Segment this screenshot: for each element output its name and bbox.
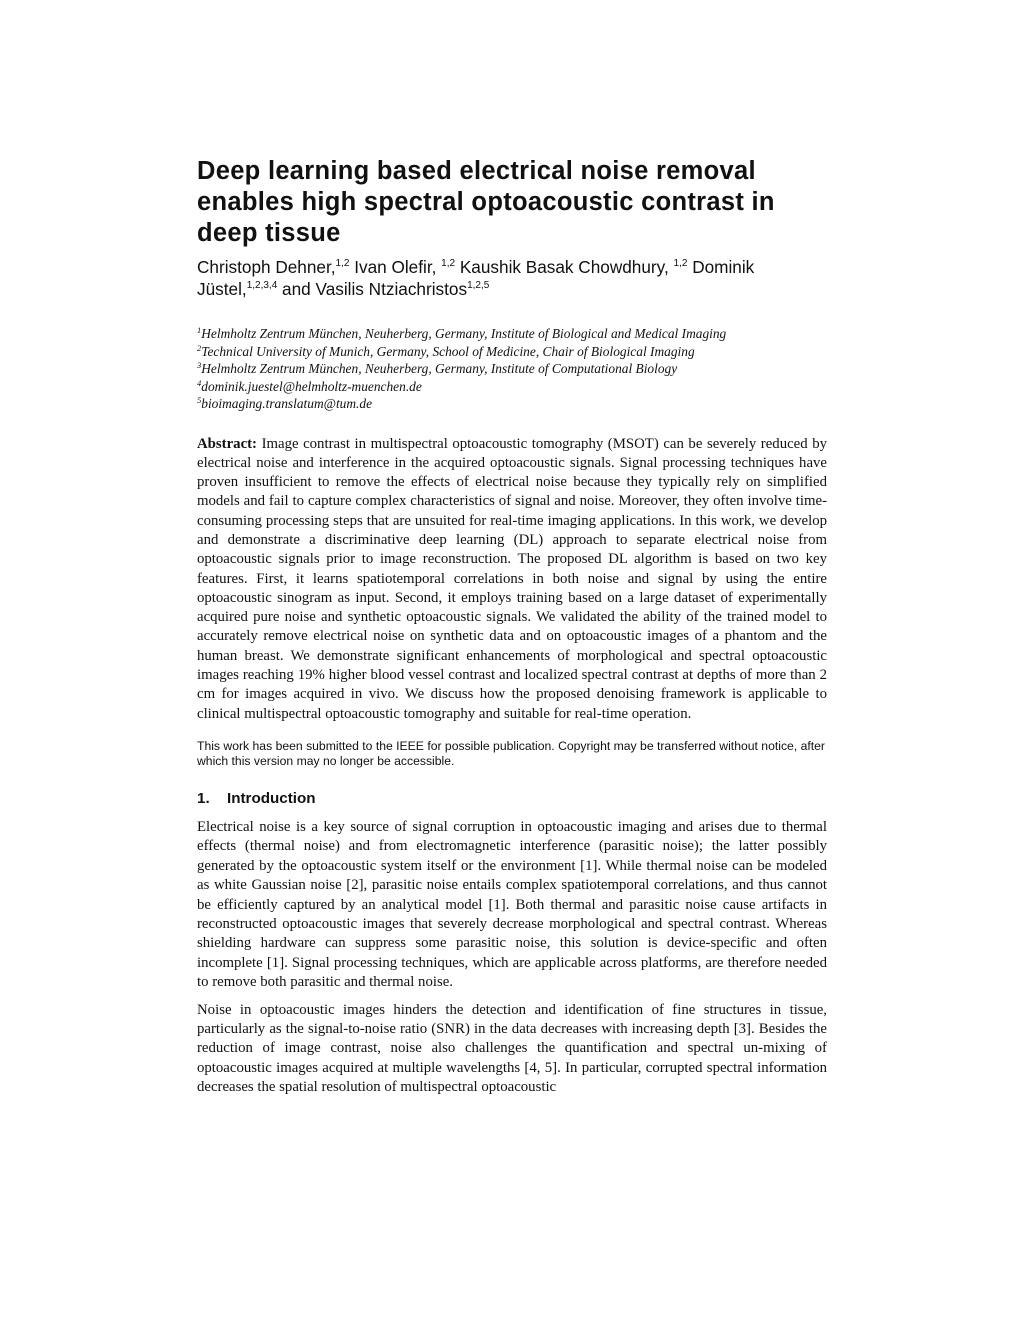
author-affiliation-marker: 1,2,5: [467, 280, 490, 291]
affiliation-item: [197, 325, 827, 343]
author-name: Ivan Olefir,: [349, 257, 442, 277]
copyright-notice: This work has been submitted to the IEEE for possible publication. Copyright may be transferred without notice, after which this version may no longer be accessible.: [197, 738, 825, 769]
affiliation-marker: 4: [197, 377, 202, 388]
author-affiliation-marker: 1,2: [673, 258, 688, 269]
affiliation-email: dominik.juestel@helmholtz-muenchen.de: [201, 378, 422, 394]
abstract-label: Abstract:: [197, 435, 257, 452]
title-line: enables high spectral optoacoustic contrast in: [197, 188, 775, 216]
author-name: Christoph Dehner,: [197, 257, 336, 277]
abstract: [197, 435, 827, 724]
affiliation-email: bioimaging.translatum@tum.de: [201, 396, 373, 411]
title-line: Deep learning based electrical noise removal: [197, 157, 756, 185]
affiliation-item: [197, 360, 827, 378]
author-affiliation-marker: 1,2: [441, 258, 456, 269]
affiliation-item: [197, 395, 827, 413]
affiliation-text: Helmholtz Zentrum München, Neuherberg, Germany, Institute of Biological and Medical Imaging: [201, 326, 727, 341]
author-name: and Vasilis Ntziachristos: [277, 279, 468, 299]
affiliation-marker: 3: [197, 360, 202, 370]
author-name: Dominik Jüstel,: [197, 257, 755, 299]
affiliation-list: [197, 325, 827, 413]
paper-title: [197, 156, 827, 249]
author-name: Kaushik Basak Chowdhury,: [455, 257, 674, 277]
section-number: 1.: [197, 789, 210, 807]
author-affiliation-marker: 1,2,3,4: [246, 280, 278, 291]
affiliation-text: Helmholtz Zentrum München, Neuherberg, Germany, Institute of Computational Biology: [201, 361, 678, 376]
body-paragraph: Noise in optoacoustic images hinders the detection and identification of fine structures in tissue, particularly as the signal-to-noise ratio (SNR) in the data decreases with increasing depth [3]. Besides the reduction of image contrast, noise also challenges the quantification and spectral un-mixing of optoacoustic images acquired at multiple wavelengths [4, 5]. In particular, corrupted spectral information decreases the spatial resolution of multispectral optoacoustic: [197, 1001, 827, 1096]
section-title: Introduction: [227, 789, 316, 807]
affiliation-marker: 5: [197, 395, 202, 405]
paper-page: [197, 156, 827, 1098]
abstract-text: Image contrast in multispectral optoacoustic tomography (MSOT) can be severely reduced by electrical noise and interference in the acquired optoacoustic signals. Signal processing techniques have proven insufficient to remove the effects of electrical noise because they typically rely on simplified models and fail to capture complex characteristics of signal and noise. Moreover, they often involve time-consuming processing steps that are unsuited for real-time imaging applications. In this work, we develop and demonstrate a discriminative deep learning (DL) approach to separate electrical noise from optoacoustic signals prior to image reconstruction. The proposed DL algorithm is based on two key features. First, it learns spatiotemporal correlations in both noise and signal by using the entire optoacoustic sinogram as input. Second, it employs training based on a large dataset of experimentally acquired pure noise and synthetic optoacoustic signals. We validated the ability of the trained model to accurately remove electrical noise on synthetic data and on optoacoustic images of a phantom and the human breast. We demonstrate significant enhancements of morphological and spectral optoacoustic images reaching 19% higher blood vessel contrast and localized spectral contrast at depths of more than 2 cm for images acquired in vivo. We discuss how the proposed denoising framework is applicable to clinical multispectral optoacoustic tomography and suitable for real-time operation.: [197, 435, 827, 722]
affiliation-item: [197, 343, 827, 361]
author-list: [197, 256, 827, 300]
affiliation-marker: 2: [197, 342, 202, 353]
affiliation-item: [197, 378, 827, 396]
affiliation-text: Technical University of Munich, Germany, School of Medicine, Chair of Biological Imaging: [201, 343, 695, 359]
section-heading: [197, 789, 827, 809]
affiliation-marker: 1: [197, 325, 202, 335]
body-paragraph: Electrical noise is a key source of signal corruption in optoacoustic imaging and arises due to thermal effects (thermal noise) and from electromagnetic interference (parasitic noise); the latter possibly generated by the optoacoustic system itself or the environment [1]. While thermal noise can be modeled as white Gaussian noise [2], parasitic noise entails complex spatiotemporal correlations, and thus cannot be efficiently captured by an analytical model [1]. Both thermal and parasitic noise cause artifacts in reconstructed optoacoustic images that severely decrease morphological and spectral contrast. Whereas shielding hardware can suppress some parasitic noise, this solution is device-specific and often incomplete [1]. Signal processing techniques, which are applicable across platforms, are therefore needed to remove both parasitic and thermal noise.: [197, 818, 827, 991]
title-line: deep tissue: [197, 219, 341, 247]
author-affiliation-marker: 1,2: [335, 258, 350, 269]
